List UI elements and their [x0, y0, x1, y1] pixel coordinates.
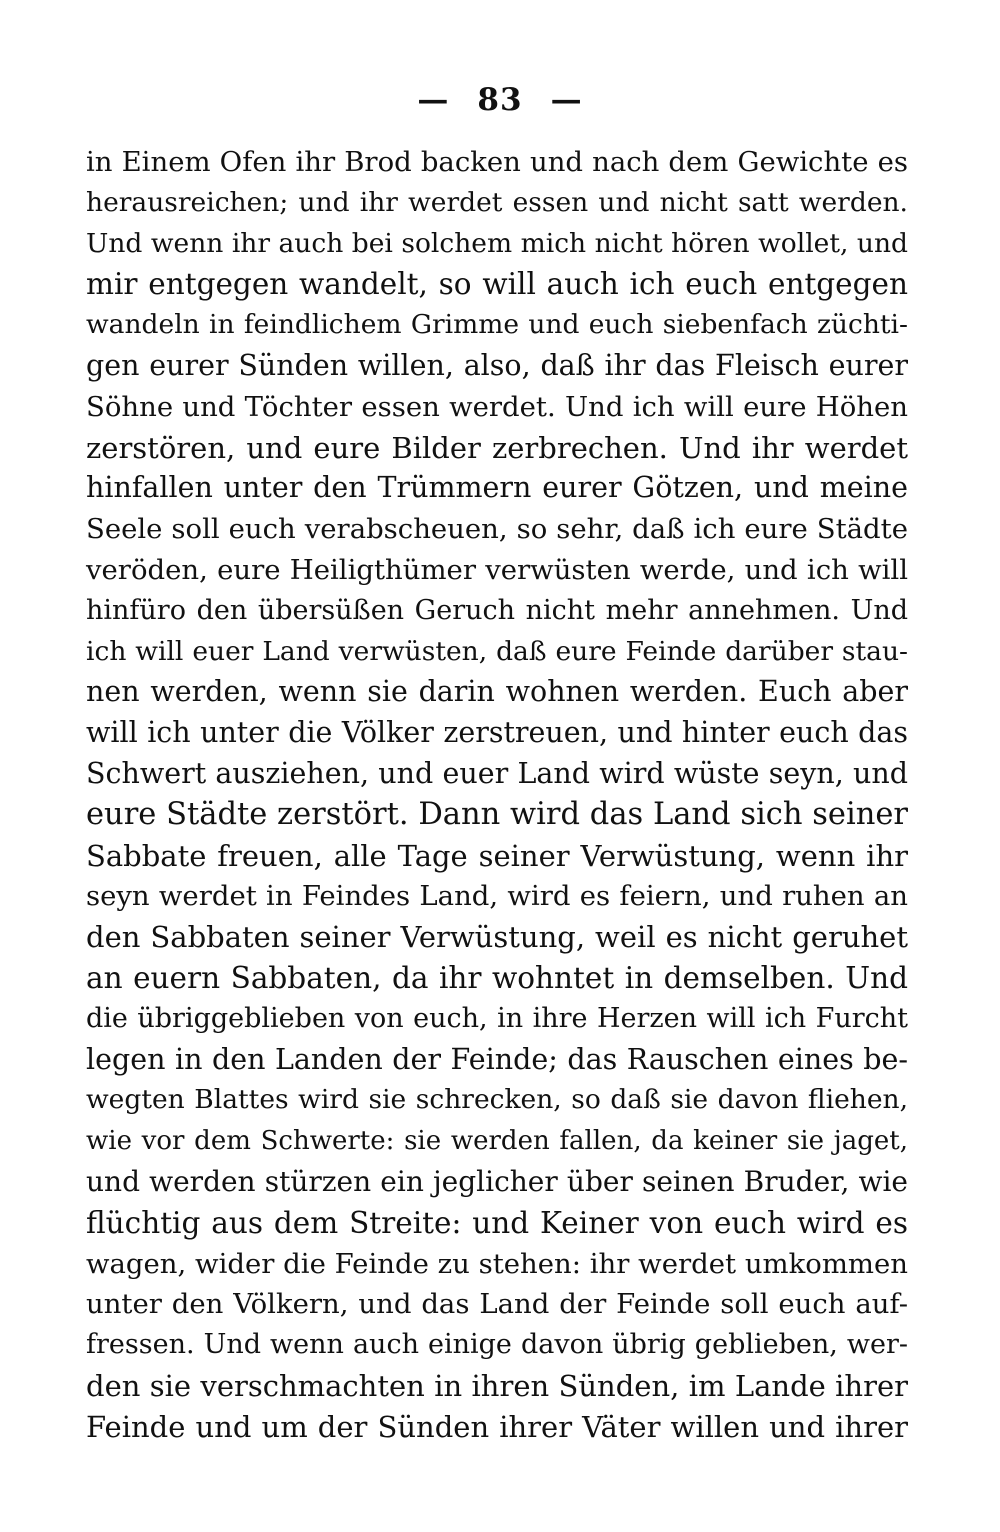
text-line: Sabbate freuen, alle Tage seiner Verwüstung, wenn ihr: [86, 838, 908, 873]
text-line: den Sabbaten seiner Verwüstung, weil es nicht geruhet: [86, 920, 908, 955]
text-line: wie vor dem Schwerte: sie werden fallen, da keiner sie jaget,: [86, 1126, 908, 1157]
text-line: die übriggeblieben von euch, in ihre Herzen will ich Furcht: [86, 1002, 908, 1034]
text-line: legen in den Landen der Feinde; das Rauschen eines be-: [86, 1042, 908, 1076]
text-line: Söhne und Töchter essen werdet. Und ich will eure Höhen: [86, 390, 908, 423]
text-line: wegten Blattes wird sie schrecken, so daß sie davon fliehen,: [86, 1084, 908, 1116]
text-line: Und wenn ihr auch bei solchem mich nicht hören wollet, und: [86, 227, 908, 259]
text-line: Schwert ausziehen, und euer Land wird wüste seyn, und: [86, 756, 908, 790]
text-line: Seele soll euch verabscheuen, so sehr, daß ich eure Städte: [86, 513, 908, 546]
text-line: fressen. Und wenn auch einige davon übrig geblieben, wer-: [86, 1329, 908, 1361]
text-line: und werden stürzen ein jeglicher über seinen Bruder, wie: [86, 1164, 908, 1198]
text-line: eure Städte zerstört. Dann wird das Land sich seiner: [86, 796, 908, 832]
header-dash-left: —: [417, 82, 450, 118]
text-line: mir entgegen wandelt, so will auch ich euch entgegen: [86, 267, 908, 302]
text-line: den sie verschmachten in ihren Sünden, im Lande ihrer: [86, 1368, 908, 1403]
page-number: 83: [477, 82, 523, 118]
text-line: wagen, wider die Feinde zu stehen: ihr werdet umkommen: [86, 1247, 908, 1280]
page-header: [0, 82, 1000, 118]
text-line: unter den Völkern, und das Land der Feinde soll euch auf-: [86, 1288, 908, 1321]
body-text: [86, 142, 908, 1448]
text-line: seyn werdet in Feindes Land, wird es feiern, und ruhen an: [86, 880, 908, 913]
text-line: an euern Sabbaten, da ihr wohntet in demselben. Und: [86, 960, 908, 995]
text-line: gen eurer Sünden willen, also, daß ihr das Fleisch eurer: [86, 348, 908, 382]
text-line: Feinde und um der Sünden ihrer Väter willen und ihrer: [86, 1409, 908, 1444]
text-line: in Einem Ofen ihr Brod backen und nach dem Gewichte es: [86, 146, 908, 178]
text-line: hinfallen unter den Trümmern eurer Götzen, und meine: [86, 471, 908, 505]
text-line: zerstören, und eure Bilder zerbrechen. Und ihr werdet: [86, 430, 908, 465]
header-dash-right: —: [550, 82, 583, 118]
text-line: flüchtig aus dem Streite: und Keiner von euch wird es: [86, 1205, 908, 1240]
text-line: wandeln in feindlichem Grimme und euch siebenfach züchti-: [86, 309, 908, 341]
text-line: herausreichen; und ihr werdet essen und nicht satt werden.: [86, 186, 908, 218]
text-line: will ich unter die Völker zerstreuen, und hinter euch das: [86, 716, 908, 750]
text-line: hinfüro den übersüßen Geruch nicht mehr annehmen. Und: [86, 594, 908, 626]
text-line: nen werden, wenn sie darin wohnen werden. Euch aber: [86, 675, 908, 709]
text-line: ich will euer Land verwüsten, daß eure Feinde darüber stau-: [86, 635, 908, 667]
text-line: veröden, eure Heiligthümer verwüsten werde, und ich will: [86, 553, 908, 586]
